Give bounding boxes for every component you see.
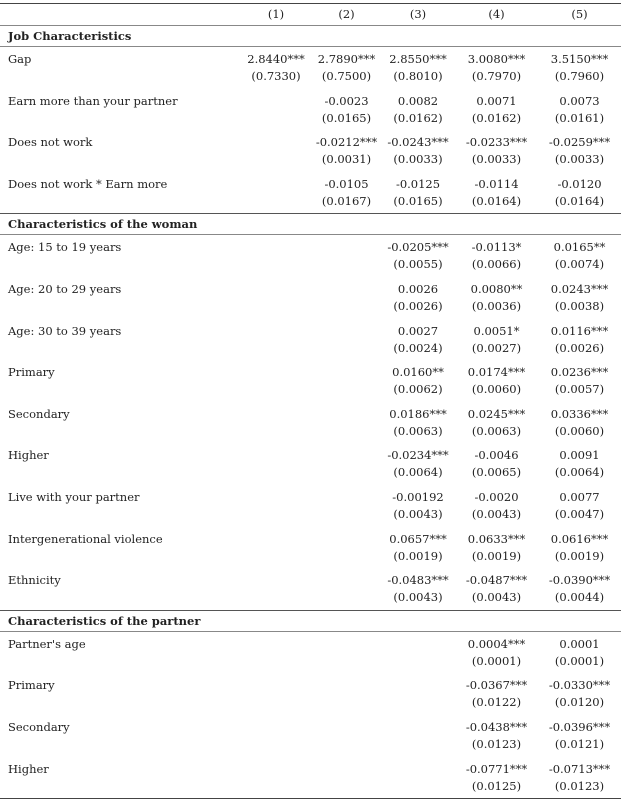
table-cell [455, 485, 538, 527]
standard-error: (0.0033) [471, 152, 522, 167]
coefficient: 0.0245*** [467, 406, 526, 421]
table-cell [312, 443, 381, 485]
standard-error: (0.0019) [471, 548, 522, 563]
table-cell [538, 757, 621, 799]
table-cell [455, 757, 538, 799]
table-row [0, 527, 621, 569]
row-label: Age: 30 to 39 years [8, 323, 122, 338]
standard-error: (0.0063) [393, 423, 443, 438]
table-cell [538, 319, 621, 361]
coefficient: -0.0438*** [465, 719, 528, 734]
coefficient: -0.0771*** [465, 761, 528, 776]
coefficient: -0.0483*** [387, 573, 449, 588]
table-cell [538, 47, 621, 89]
standard-error: (0.0047) [554, 506, 605, 521]
row-label: Secondary [8, 406, 70, 421]
coefficient: -0.0212*** [315, 135, 378, 150]
table-cell [381, 319, 455, 361]
standard-error: (0.0036) [471, 298, 522, 313]
section-header: Job Characteristics [0, 26, 621, 47]
standard-error: (0.0066) [471, 257, 522, 272]
row-label: Gap [8, 52, 32, 66]
table-cell [538, 632, 621, 674]
standard-error: (0.7970) [471, 69, 522, 83]
coefficient: 0.0091 [559, 448, 600, 463]
table-cell [455, 527, 538, 569]
coefficient: 0.0186*** [389, 406, 447, 421]
standard-error: (0.0123) [554, 778, 605, 793]
table-row [0, 319, 621, 361]
table-cell [455, 89, 538, 131]
table-cell [240, 568, 312, 610]
standard-error: (0.0031) [321, 152, 372, 167]
row-label: Age: 15 to 19 years [8, 240, 122, 255]
standard-error: (0.0064) [393, 465, 443, 480]
standard-error: (0.0060) [471, 382, 522, 397]
table-cell [240, 757, 312, 799]
standard-error: (0.7960) [554, 69, 605, 83]
coefficient: -0.0234*** [387, 448, 449, 463]
table-cell [538, 89, 621, 131]
table-cell [455, 277, 538, 319]
column-header: (4) [488, 7, 505, 21]
row-label: Intergenerational violence [8, 531, 163, 546]
standard-error: (0.0033) [554, 152, 605, 167]
coefficient: 0.0080** [470, 281, 523, 296]
standard-error: (0.0019) [554, 548, 605, 563]
table-row [0, 485, 621, 527]
table-cell [240, 319, 312, 361]
coefficient: 3.0080*** [467, 52, 526, 66]
coefficient: 2.7890*** [317, 52, 376, 66]
table-row [0, 130, 621, 172]
column-header: (5) [571, 7, 588, 21]
table-cell [240, 527, 312, 569]
table-row [0, 715, 621, 757]
table-row [0, 673, 621, 715]
standard-error: (0.7500) [321, 69, 372, 83]
column-header: (1) [267, 7, 285, 21]
coefficient: -0.0390*** [548, 573, 611, 588]
standard-error: (0.0125) [471, 778, 522, 793]
table-cell [312, 319, 381, 361]
table-row [0, 89, 621, 131]
table-row [0, 443, 621, 485]
coefficient: 0.0336*** [550, 406, 609, 421]
table-cell [455, 319, 538, 361]
table-cell [240, 89, 312, 131]
coefficient: 0.0073 [559, 93, 600, 108]
row-label: Live with your partner [8, 489, 140, 504]
standard-error: (0.0065) [471, 465, 522, 480]
standard-error: (0.0062) [393, 382, 443, 397]
table-cell [381, 402, 455, 444]
standard-error: (0.0165) [321, 110, 372, 125]
standard-error: (0.0001) [554, 653, 605, 668]
standard-error: (0.0167) [321, 193, 372, 208]
table-cell [312, 360, 381, 402]
column-header: (2) [338, 7, 355, 21]
coefficient: 0.0160** [392, 365, 444, 380]
coefficient: 0.0001 [559, 636, 600, 651]
table-cell [538, 485, 621, 527]
table-cell [312, 402, 381, 444]
standard-error: (0.0024) [393, 340, 443, 355]
row-label: Does not work [8, 135, 93, 150]
coefficient: -0.00192 [392, 489, 444, 504]
standard-error: (0.0038) [554, 298, 605, 313]
table-cell [312, 235, 381, 277]
table-cell [240, 443, 312, 485]
row-label: Higher [8, 761, 49, 776]
table-cell [538, 172, 621, 214]
section-header: Characteristics of the woman [0, 213, 621, 235]
standard-error: (0.0060) [554, 423, 605, 438]
coefficient: 0.0071 [476, 93, 517, 108]
coefficient: -0.0259*** [548, 135, 611, 150]
coefficient: -0.0713*** [548, 761, 611, 776]
coefficient: -0.0367*** [465, 678, 528, 693]
table-cell [538, 527, 621, 569]
table-cell [381, 443, 455, 485]
standard-error: (0.0043) [471, 590, 522, 605]
standard-error: (0.7330) [251, 69, 301, 83]
standard-error: (0.0044) [554, 590, 605, 605]
table-cell [312, 673, 381, 715]
coefficient: 0.0027 [397, 323, 439, 338]
coefficient: -0.0487*** [465, 573, 528, 588]
table-cell [381, 757, 455, 799]
coefficient: 0.0116*** [550, 323, 609, 338]
standard-error: (0.0001) [471, 653, 522, 668]
table-cell [538, 443, 621, 485]
table-row [0, 360, 621, 402]
row-label: Partner's age [8, 636, 86, 651]
table-cell [538, 235, 621, 277]
table-cell [381, 568, 455, 610]
standard-error: (0.0161) [554, 110, 605, 125]
coefficient: -0.0330*** [548, 678, 611, 693]
table-cell [538, 673, 621, 715]
table-cell [381, 485, 455, 527]
table-cell [312, 632, 381, 674]
coefficient: 2.8440*** [247, 52, 305, 66]
column-header-row [0, 4, 621, 26]
table-cell [538, 568, 621, 610]
standard-error: (0.0164) [471, 193, 522, 208]
table-cell [381, 673, 455, 715]
coefficient: -0.0105 [324, 176, 369, 191]
table-cell [455, 632, 538, 674]
standard-error: (0.0164) [554, 193, 605, 208]
table-cell [312, 172, 381, 214]
coefficient: -0.0233*** [465, 135, 528, 150]
table-cell [455, 130, 538, 172]
row-label: Earn more than your partner [8, 93, 178, 108]
table-cell [240, 360, 312, 402]
table-cell [381, 632, 455, 674]
row-label: Age: 20 to 29 years [8, 281, 122, 296]
table-cell [312, 568, 381, 610]
coefficient: 0.0174*** [467, 365, 526, 380]
coefficient: 3.5150*** [550, 52, 609, 66]
table-row [0, 277, 621, 319]
coefficient: -0.0046 [474, 448, 519, 463]
table-cell [240, 235, 312, 277]
table-cell [455, 443, 538, 485]
standard-error: (0.0043) [471, 506, 522, 521]
coefficient: 0.0616*** [550, 531, 609, 546]
table-row [0, 47, 621, 89]
table-row [0, 757, 621, 800]
coefficient: 0.0082 [397, 93, 439, 108]
table-cell [312, 757, 381, 799]
coefficient: 0.0026 [397, 281, 439, 296]
table-cell [240, 277, 312, 319]
regression-table [0, 3, 621, 799]
table-cell [381, 527, 455, 569]
row-label: Ethnicity [8, 573, 61, 588]
table-cell [240, 47, 312, 89]
table-cell [538, 130, 621, 172]
coefficient: -0.0396*** [548, 719, 611, 734]
table-cell [538, 360, 621, 402]
table-cell [455, 172, 538, 214]
table-cell [538, 715, 621, 757]
table-row [0, 235, 621, 277]
coefficient: 0.0236*** [550, 365, 609, 380]
coefficient: 0.0077 [559, 489, 600, 504]
table-cell [381, 360, 455, 402]
table-cell [240, 485, 312, 527]
table-cell [455, 47, 538, 89]
table-row [0, 568, 621, 610]
table-cell [312, 89, 381, 131]
row-label: Primary [8, 678, 55, 693]
standard-error: (0.0019) [393, 548, 443, 563]
coefficient: 0.0051* [473, 323, 520, 338]
table-cell [538, 277, 621, 319]
standard-error: (0.0043) [393, 506, 443, 521]
table-cell [381, 277, 455, 319]
standard-error: (0.0043) [393, 590, 443, 605]
standard-error: (0.0063) [471, 423, 522, 438]
coefficient: 0.0243*** [550, 281, 609, 296]
table-row [0, 402, 621, 444]
standard-error: (0.0055) [393, 257, 443, 272]
standard-error: (0.0064) [554, 465, 605, 480]
table-cell [312, 485, 381, 527]
table-cell [312, 715, 381, 757]
table-cell [455, 360, 538, 402]
coefficient: 0.0633*** [467, 531, 526, 546]
table-cell [455, 402, 538, 444]
standard-error: (0.0057) [554, 382, 605, 397]
table-cell [381, 89, 455, 131]
standard-error: (0.0120) [554, 695, 605, 710]
coefficient: -0.0120 [557, 176, 602, 191]
standard-error: (0.0165) [393, 193, 443, 208]
table-cell [240, 673, 312, 715]
table-cell [455, 715, 538, 757]
table-cell [455, 568, 538, 610]
table-cell [381, 235, 455, 277]
standard-error: (0.0162) [393, 110, 443, 125]
coefficient: 0.0165** [553, 240, 606, 255]
table-cell [381, 715, 455, 757]
coefficient: -0.0125 [395, 176, 441, 191]
coefficient: -0.0020 [474, 489, 519, 504]
row-label: Secondary [8, 719, 70, 734]
coefficient: -0.0023 [324, 93, 369, 108]
coefficient: 0.0657*** [389, 531, 447, 546]
table-cell [538, 402, 621, 444]
column-header: (3) [409, 7, 427, 21]
row-label: Higher [8, 448, 49, 463]
table-cell [240, 715, 312, 757]
standard-error: (0.0033) [393, 152, 443, 167]
table-row [0, 632, 621, 674]
table-cell [312, 130, 381, 172]
standard-error: (0.0121) [554, 736, 605, 751]
table-cell [455, 235, 538, 277]
coefficient: -0.0205*** [387, 240, 449, 255]
standard-error: (0.0123) [471, 736, 522, 751]
table-cell [381, 130, 455, 172]
table-cell [240, 402, 312, 444]
standard-error: (0.0026) [393, 298, 443, 313]
standard-error: (0.0026) [554, 340, 605, 355]
table-cell [240, 130, 312, 172]
table-cell [381, 172, 455, 214]
standard-error: (0.0122) [471, 695, 522, 710]
coefficient: -0.0113* [471, 240, 522, 255]
section-header: Characteristics of the partner [0, 610, 621, 632]
table-cell [381, 47, 455, 89]
table-cell [312, 47, 381, 89]
standard-error: (0.0027) [471, 340, 522, 355]
coefficient: -0.0243*** [387, 135, 449, 150]
coefficient: -0.0114 [474, 176, 519, 191]
row-label: Does not work * Earn more [8, 176, 168, 191]
row-label: Primary [8, 365, 55, 380]
standard-error: (0.0074) [554, 257, 605, 272]
coefficient: 2.8550*** [389, 52, 447, 66]
table-cell [240, 172, 312, 214]
table-row [0, 172, 621, 214]
table-cell [240, 632, 312, 674]
table-cell [455, 673, 538, 715]
coefficient: 0.0004*** [467, 636, 526, 651]
table-cell [312, 277, 381, 319]
table-cell [312, 527, 381, 569]
standard-error: (0.8010) [393, 69, 443, 83]
standard-error: (0.0162) [471, 110, 522, 125]
